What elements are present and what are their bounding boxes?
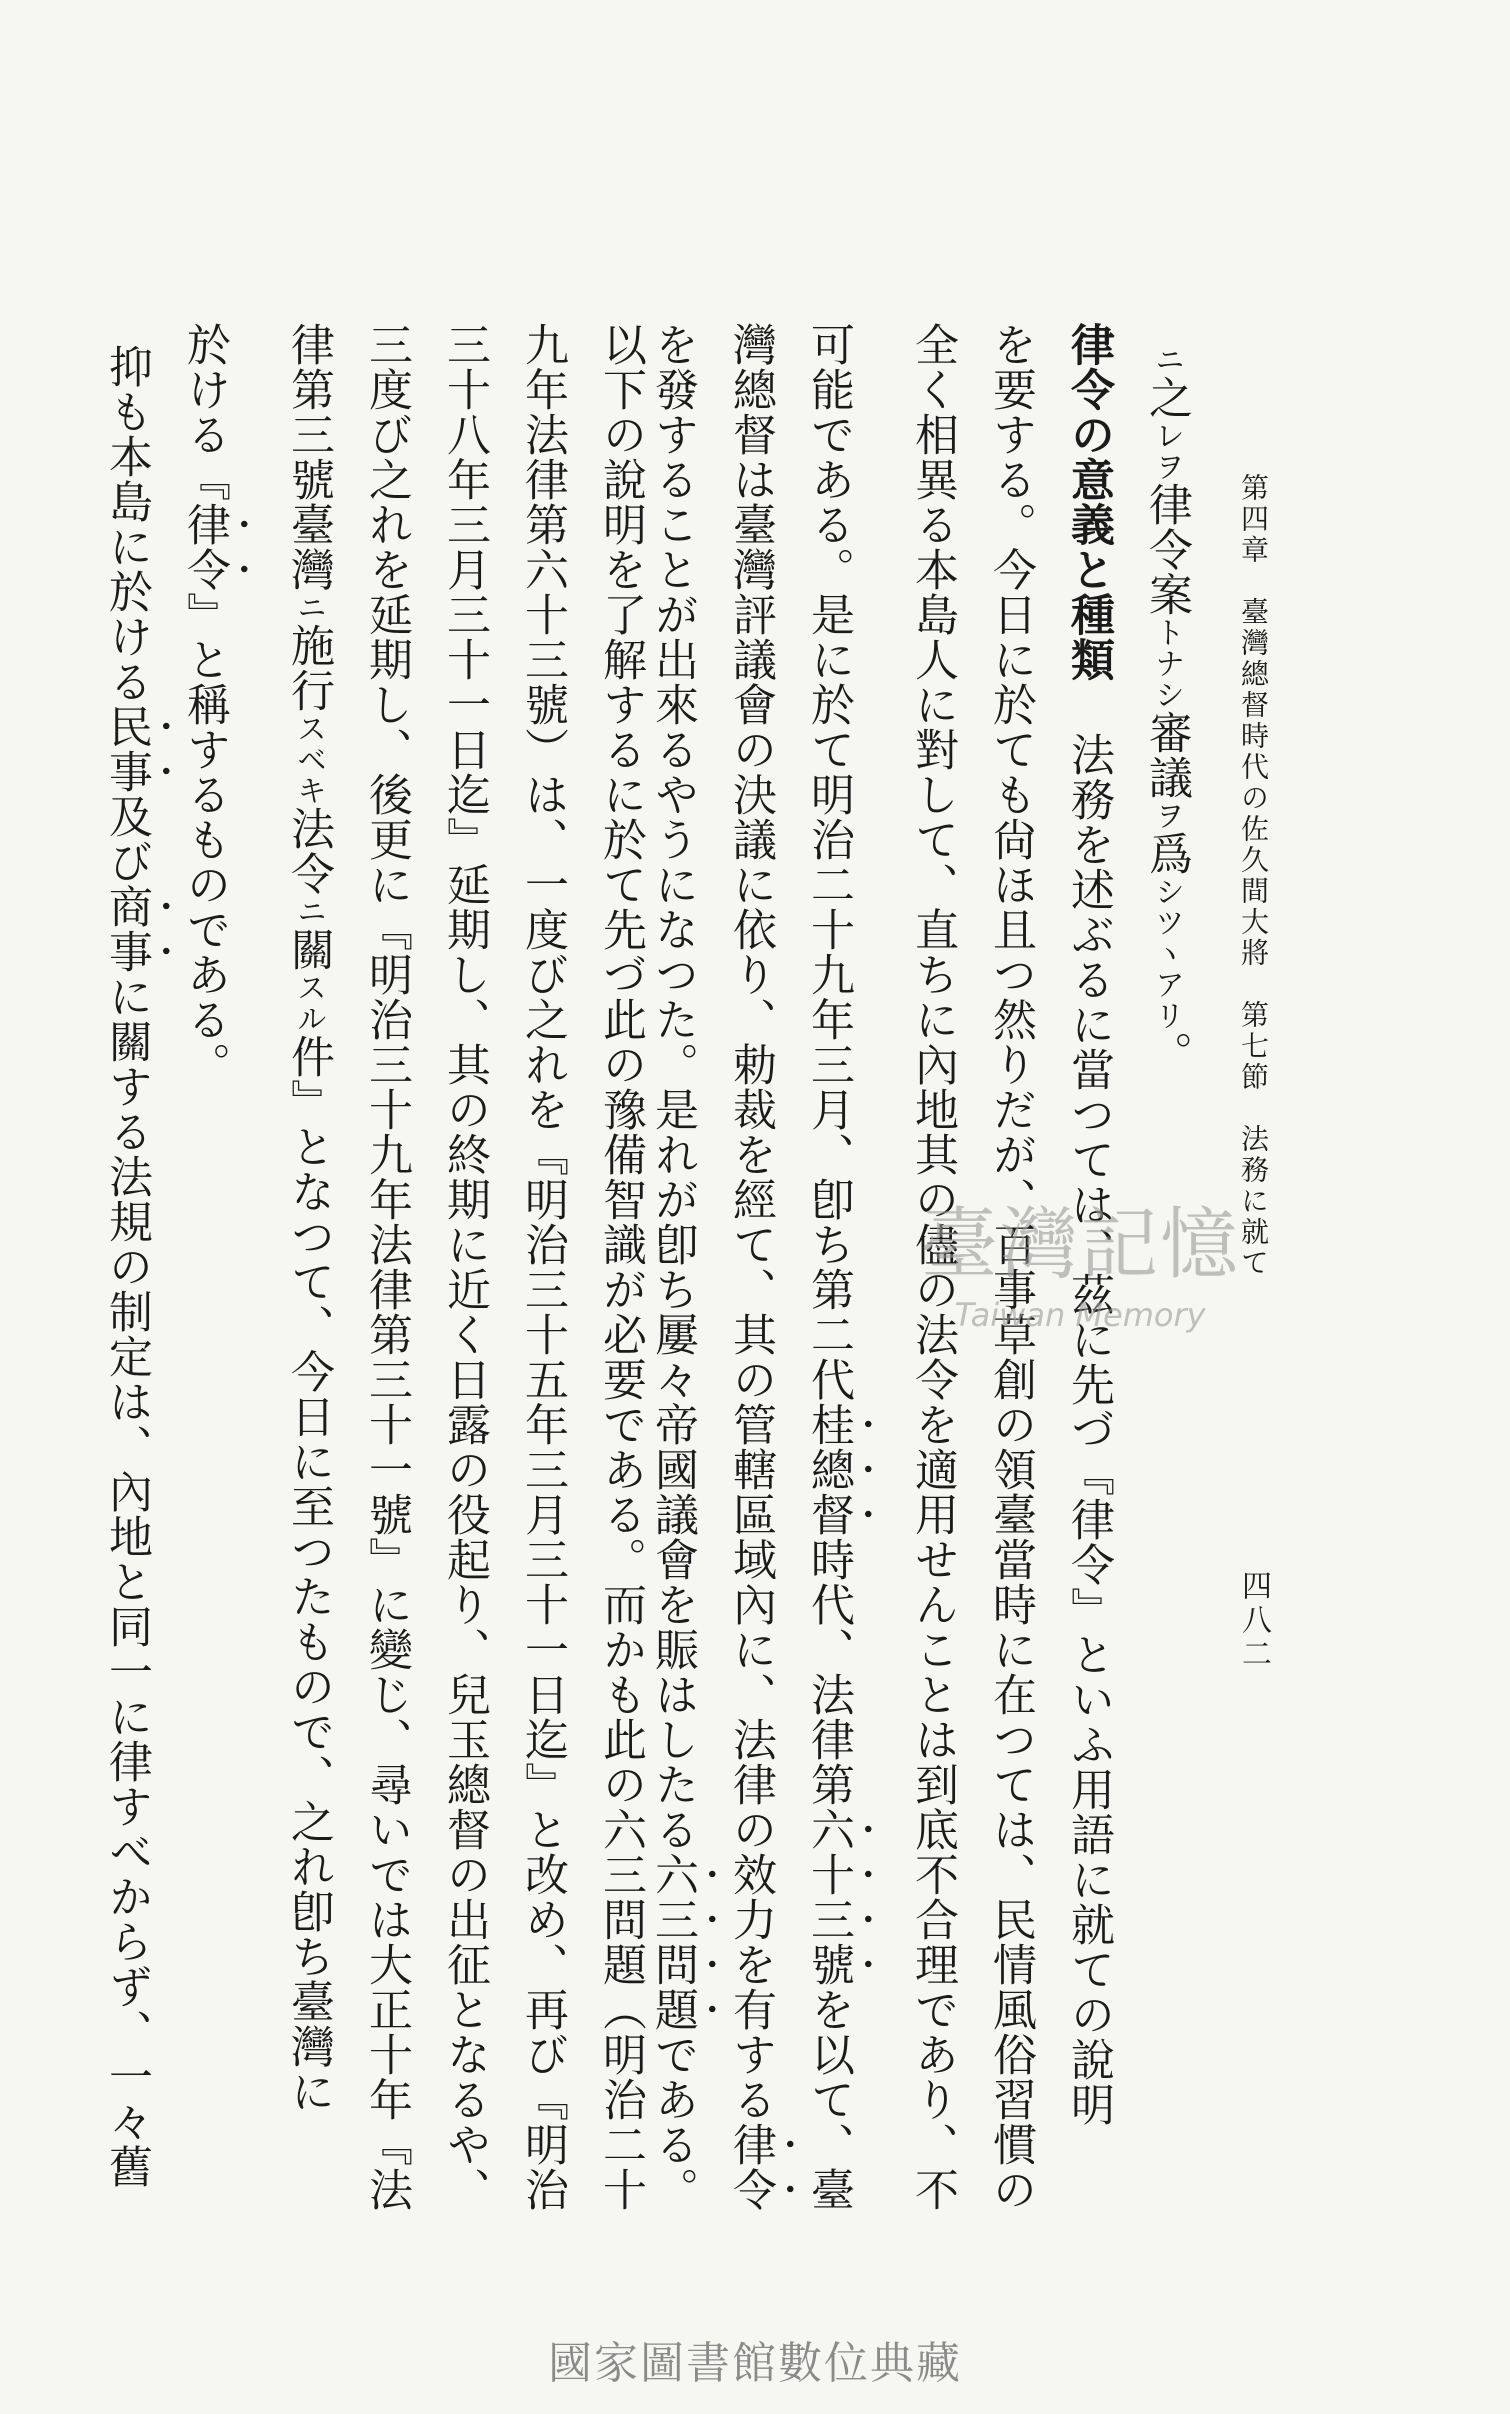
text-run: 審議 <box>1141 710 1192 800</box>
page-number: 四八二 <box>1236 1570 1271 1672</box>
running-head: 第四章 臺灣總督時代の佐久間大將 第七節 法務に就て <box>1237 473 1270 1279</box>
watermark-subtitle: Taiwan Memory <box>954 1296 1206 1334</box>
text-run: 時代、法律第 <box>803 1537 854 1807</box>
text-run: 法令 <box>283 806 334 896</box>
text-run: 。 <box>1141 1031 1192 1076</box>
text-run: ニ <box>1149 344 1184 375</box>
text-run: シツヽアリ <box>1149 876 1184 1031</box>
text-run: 之 <box>1141 375 1192 420</box>
text-run: 法務を述ぶるに當つては、茲に先づ『律令』といふ用語に就ての說明 <box>1063 732 1114 2127</box>
text-run: 爲 <box>1141 831 1192 876</box>
text-column <box>101 344 177 2244</box>
text-column <box>803 322 879 2222</box>
text-run: スル <box>291 972 326 1034</box>
text-run: 三度び之れを延期し、後更に『明治三十九年法律第三十一號』に變じ、尋いでは大正十年『法 <box>361 322 412 2212</box>
emphasized-text: 律令 <box>725 2122 776 2212</box>
text-run: 及び <box>101 794 152 884</box>
text-run: ヲ <box>1149 800 1184 831</box>
text-run: スベキ <box>291 713 326 806</box>
text-run: に關する法規の制定は、內地と同一に律すべからず、一々舊 <box>101 974 152 2189</box>
text-run: 以下の說明を了解するに於て先づ此の豫備智識が必要である。而かも此の六三問題（明治二十 <box>595 322 646 2212</box>
text-run: 』と稱するものである。 <box>179 592 230 1087</box>
text-column <box>179 322 255 2222</box>
text-column <box>1141 344 1191 2244</box>
watermark-title: 臺灣記憶 <box>919 1200 1240 1290</box>
text-run: 於ける『 <box>179 322 230 502</box>
text-column <box>907 322 957 2222</box>
emphasized-text: 六三問題 <box>647 1852 698 2032</box>
emphasized-text: 律令 <box>179 502 230 592</box>
text-column <box>985 322 1035 2222</box>
emphasized-text: 六十三號 <box>803 1807 854 1987</box>
emphasized-text: 桂總督 <box>803 1402 854 1537</box>
text-run: 件』となつて、今日に至つたもので、之れ卽ち臺灣に <box>283 1034 334 2114</box>
emphasized-text: 民事 <box>101 704 152 794</box>
text-run: 可能である。是に於て明治二十九年三月、卽ち第二代 <box>803 322 854 1402</box>
text-run: 關 <box>283 927 334 972</box>
text-run: 抑も本島に於ける <box>101 344 152 704</box>
text-column <box>283 322 333 2222</box>
section-heading: 律令の意義と種類 <box>1063 322 1114 682</box>
text-run: 施行 <box>283 623 334 713</box>
text-column <box>439 322 489 2222</box>
text-run: 灣總督は臺灣評議會の決議に依り、勅裁を經て、其の管轄區域內に、法律の效力を有する <box>725 322 776 2122</box>
text-run: を發することが出來るやうになつた。是れが卽ち屢々帝國議會を賑はしたる <box>647 322 698 1852</box>
text-run: である。 <box>647 2032 698 2212</box>
text-run: 三十八年三月三十一日迄』延期し、其の終期に近く日露の役起り、兒玉總督の出征となるや、 <box>439 322 490 2212</box>
text-run: 律令案 <box>1141 482 1192 617</box>
text-column <box>361 322 411 2222</box>
text-run: ニ <box>291 896 326 927</box>
text-run: 律第三號臺灣 <box>283 322 334 592</box>
text-run: 全く相異る本島人に對して、直ちに內地其の儘の法令を適用せんことは到底不合理であり、不 <box>907 322 958 2212</box>
text-run: を以て、臺 <box>803 1987 854 2212</box>
text-run: トナシ <box>1149 617 1184 710</box>
emphasized-text: 商事 <box>101 884 152 974</box>
text-run: 九年法律第六十三號）は、一度び之れを『明治三十五年三月三十一日迄』と改め、再び『明治 <box>517 322 568 2212</box>
text-run: を要する。今日に於ても尙ほ且つ然りだが、百事草創の領臺當時に在つては、民情風俗習慣の <box>985 322 1036 2212</box>
text-run: レヲ <box>1149 420 1184 482</box>
collection-credit: 國家圖書館數位典藏 <box>548 2338 962 2389</box>
text-column <box>517 322 567 2222</box>
text-run: ニ <box>291 592 326 623</box>
text-column <box>1063 322 1113 2222</box>
text-column <box>725 322 801 2222</box>
text-column <box>647 322 723 2222</box>
text-column <box>595 322 645 2222</box>
